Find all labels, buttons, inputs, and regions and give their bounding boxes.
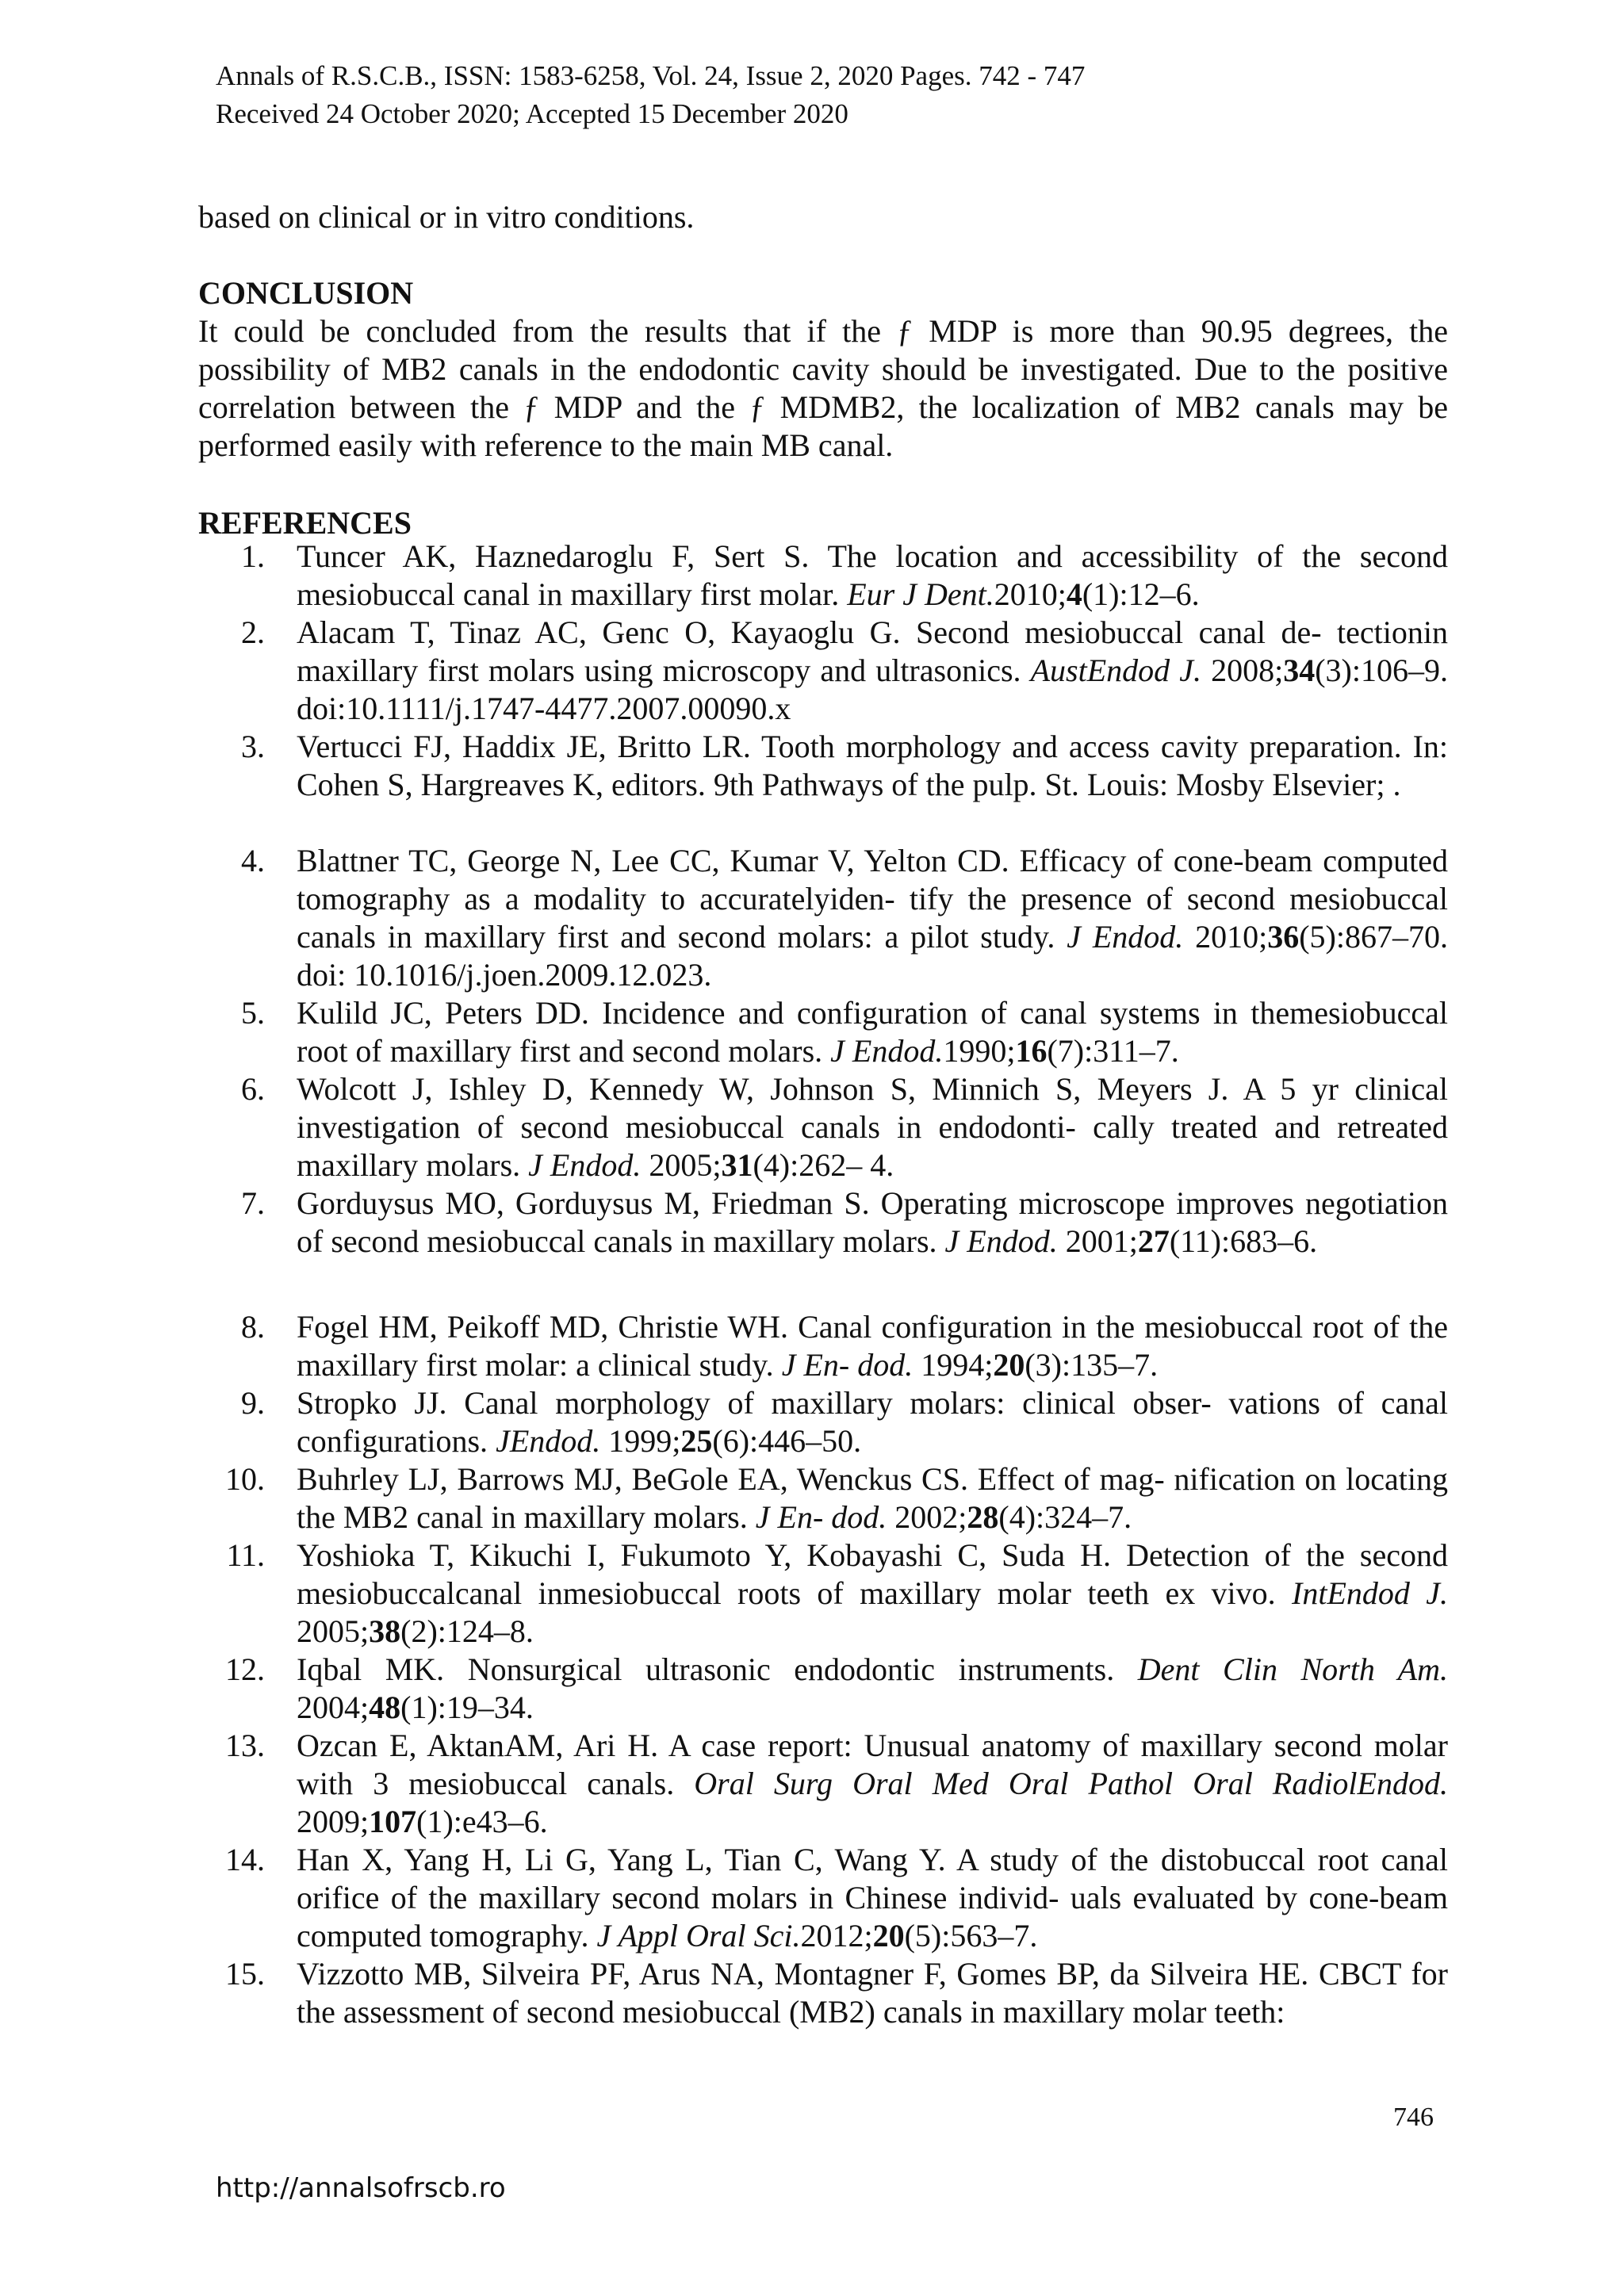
- reference-year: 1990;: [943, 1033, 1016, 1069]
- journal-name: J Appl Oral Sci.: [596, 1918, 801, 1954]
- reference-year: 1999;: [600, 1423, 681, 1459]
- volume-number: 107: [369, 1804, 417, 1839]
- reference-pages: (6):446–50.: [712, 1423, 862, 1459]
- reference-year: 2002;: [887, 1499, 967, 1535]
- reference-item: [198, 1308, 1448, 1384]
- reference-pages: (1):12–6.: [1082, 576, 1200, 612]
- reference-text: Vertucci FJ, Haddix JE, Britto LR. Tooth morphology and access cavity preparation. In: Cohen S, Hargreaves K, editors. 9th Pathways of the pulp. St. Louis: Mosby Elsevier; .: [297, 729, 1448, 802]
- reference-number: 15.: [225, 1956, 265, 1992]
- journal-name: IntEndod J.: [1292, 1575, 1448, 1611]
- reference-number: 7.: [241, 1185, 265, 1221]
- reference-number: 8.: [241, 1309, 265, 1345]
- lead-paragraph: based on clinical or in vitro conditions.: [198, 199, 695, 235]
- reference-item: [198, 1070, 1448, 1184]
- reference-item: [198, 1955, 1448, 2031]
- reference-text: Stropko JJ. Canal morphology of maxillary molars: clinical obser- vations of canal configurations.: [297, 1385, 1448, 1459]
- reference-text: Alacam T, Tinaz AC, Genc O, Kayaoglu G. Second mesiobuccal canal de- tectionin maxillary first molars using microscopy and ultrasonics.: [297, 614, 1448, 688]
- spacer: [198, 236, 1448, 274]
- reference-item: [198, 994, 1448, 1070]
- volume-number: 20: [993, 1347, 1025, 1383]
- reference-year: 2010;: [1183, 919, 1268, 955]
- journal-name: J En- dod.: [755, 1499, 887, 1535]
- journal-name: Oral Surg Oral Med Oral Pathol Oral RadiolEndod.: [694, 1766, 1448, 1801]
- reference-text: Fogel HM, Peikoff MD, Christie WH. Canal configuration in the mesiobuccal root of the maxillary first molar: a clinical study.: [297, 1309, 1448, 1383]
- volume-number: 38: [369, 1613, 401, 1649]
- reference-item: [198, 728, 1448, 804]
- journal-info-line: Annals of R.S.C.B., ISSN: 1583-6258, Vol. 24, Issue 2, 2020 Pages. 742 - 747: [216, 60, 1086, 91]
- reference-pages: (11):683–6.: [1169, 1223, 1318, 1259]
- references-heading: REFERENCES: [198, 505, 412, 541]
- reference-text: Gorduysus MO, Gorduysus M, Friedman S. Operating microscope improves negotiation of second mesiobuccal canals in maxillary molars.: [297, 1185, 1448, 1259]
- journal-name: AustEndod J.: [1030, 652, 1202, 688]
- reference-text: Buhrley LJ, Barrows MJ, BeGole EA, Wenckus CS. Effect of mag- nification on locating the MB2 canal in maxillary molars.: [297, 1461, 1448, 1535]
- reference-year: 2005;: [297, 1613, 370, 1649]
- reference-year: 2010;: [994, 576, 1067, 612]
- reference-year: 2001;: [1057, 1223, 1138, 1259]
- reference-pages: (3):135–7.: [1025, 1347, 1159, 1383]
- reference-number: 13.: [225, 1728, 265, 1763]
- reference-pages: (5):867–70. doi: 10.1016/j.joen.2009.12.023.: [297, 919, 1448, 993]
- reference-item: [198, 538, 1448, 614]
- reference-pages: (5):563–7.: [904, 1918, 1038, 1954]
- reference-number: 4.: [241, 843, 265, 878]
- reference-pages: (4):262– 4.: [753, 1147, 894, 1183]
- reference-text: Wolcott J, Ishley D, Kennedy W, Johnson S, Minnich S, Meyers J. A 5 yr clinical investigation of second mesiobuccal canals in endodonti- cally treated and retreated maxillary molars.: [297, 1071, 1448, 1183]
- volume-number: 36: [1267, 919, 1300, 955]
- volume-number: 28: [967, 1499, 999, 1535]
- reference-number: 14.: [225, 1842, 265, 1877]
- reference-text: Yoshioka T, Kikuchi I, Fukumoto Y, Kobayashi C, Suda H. Detection of the second mesiobuccalcanal inmesiobuccal roots of maxillary molar teeth ex vivo.: [297, 1537, 1448, 1611]
- reference-year: 2005;: [641, 1147, 722, 1183]
- reference-number: 2.: [241, 614, 265, 650]
- reference-number: 3.: [241, 729, 265, 764]
- reference-item: [198, 1184, 1448, 1261]
- conclusion-paragraph: It could be concluded from the results that if the ƒ MDP is more than 90.95 degrees, the possibility of MB2 canals in the endodontic cavity should be investigated. Due to the positive correlation between the ƒ MDP and the ƒ MDMB2, the localization of MB2 canals may be performed easily with reference to the main MB canal.: [198, 313, 1448, 463]
- reference-pages: (7):311–7.: [1047, 1033, 1179, 1069]
- reference-year: 2009;: [297, 1804, 370, 1839]
- reference-year: 2008;: [1201, 652, 1284, 688]
- volume-number: 20: [872, 1918, 905, 1954]
- reference-item: [198, 1384, 1448, 1460]
- reference-pages: (3):106–9. doi:10.1111/j.1747-4477.2007.00090.x: [297, 652, 1448, 726]
- reference-number: 12.: [225, 1651, 265, 1687]
- reference-pages: (2):124–8.: [400, 1613, 534, 1649]
- journal-name: J Endod.: [1067, 919, 1184, 955]
- reference-text: Han X, Yang H, Li G, Yang L, Tian C, Wang Y. A study of the distobuccal root canal orifice of the maxillary second molars in Chinese individ- uals evaluated by cone-beam computed tomography.: [297, 1842, 1448, 1954]
- journal-name: JEndod.: [496, 1423, 601, 1459]
- journal-name: Eur J Dent.: [847, 576, 994, 612]
- footer-url-link[interactable]: http://annalsofrscb.ro: [216, 2172, 506, 2204]
- reference-item: [198, 1536, 1448, 1651]
- reference-number: 5.: [241, 995, 265, 1031]
- reference-item: [198, 1460, 1448, 1536]
- reference-pages: (1):e43–6.: [416, 1804, 548, 1839]
- volume-number: 25: [680, 1423, 713, 1459]
- reference-item: [198, 1651, 1448, 1727]
- reference-item: [198, 842, 1448, 994]
- reference-text: Iqbal MK. Nonsurgical ultrasonic endodontic instruments.: [297, 1651, 1138, 1687]
- running-header: [216, 57, 1085, 133]
- reference-number: 10.: [225, 1461, 265, 1497]
- reference-year: 1994;: [913, 1347, 994, 1383]
- reference-year: 2004;: [297, 1689, 370, 1725]
- reference-text: Vizzotto MB, Silveira PF, Arus NA, Montagner F, Gomes BP, da Silveira HE. CBCT for the assessment of second mesiobuccal (MB2) canals in maxillary molar teeth:: [297, 1956, 1448, 2030]
- reference-text: Ozcan E, AktanAM, Ari H. A case report: Unusual anatomy of maxillary second molar with 3 mesiobuccal canals.: [297, 1728, 1448, 1801]
- reference-item: [198, 614, 1448, 728]
- reference-item: [198, 1841, 1448, 1955]
- volume-number: 16: [1015, 1033, 1048, 1069]
- reference-number: 1.: [241, 538, 265, 574]
- volume-number: 4: [1066, 576, 1082, 612]
- spacer: [198, 465, 1448, 504]
- volume-number: 34: [1283, 652, 1316, 688]
- main-text: [198, 198, 1448, 542]
- journal-name: J En- dod.: [781, 1347, 914, 1383]
- journal-name: Dent Clin North Am.: [1137, 1651, 1448, 1687]
- reference-text: Kulild JC, Peters DD. Incidence and configuration of canal systems in themesiobuccal root of maxillary first and second molars.: [297, 995, 1448, 1069]
- conclusion-heading: CONCLUSION: [198, 275, 414, 311]
- reference-pages: (1):19–34.: [400, 1689, 534, 1725]
- reference-text: Tuncer AK, Haznedaroglu F, Sert S. The location and accessibility of the second mesiobuccal canal in maxillary first molar.: [297, 538, 1448, 612]
- journal-name: J Endod.: [830, 1033, 944, 1069]
- reference-item: [198, 1727, 1448, 1841]
- reference-text: Blattner TC, George N, Lee CC, Kumar V, Yelton CD. Efficacy of cone-beam computed tomography as a modality to accuratelyiden- tify the presence of second mesiobuccal canals in maxillary first and second molars: a pilot study.: [297, 843, 1448, 955]
- dates-line: Received 24 October 2020; Accepted 15 December 2020: [216, 98, 848, 129]
- reference-pages: (4):324–7.: [998, 1499, 1132, 1535]
- journal-name: J Endod.: [528, 1147, 642, 1183]
- volume-number: 31: [721, 1147, 753, 1183]
- volume-number: 27: [1137, 1223, 1170, 1259]
- reference-number: 11.: [226, 1537, 265, 1573]
- reference-number: 9.: [241, 1385, 265, 1421]
- reference-number: 6.: [241, 1071, 265, 1107]
- page-number: 746: [1393, 2103, 1434, 2132]
- journal-name: J Endod.: [944, 1223, 1058, 1259]
- reference-year: 2012;: [800, 1918, 873, 1954]
- volume-number: 48: [369, 1689, 401, 1725]
